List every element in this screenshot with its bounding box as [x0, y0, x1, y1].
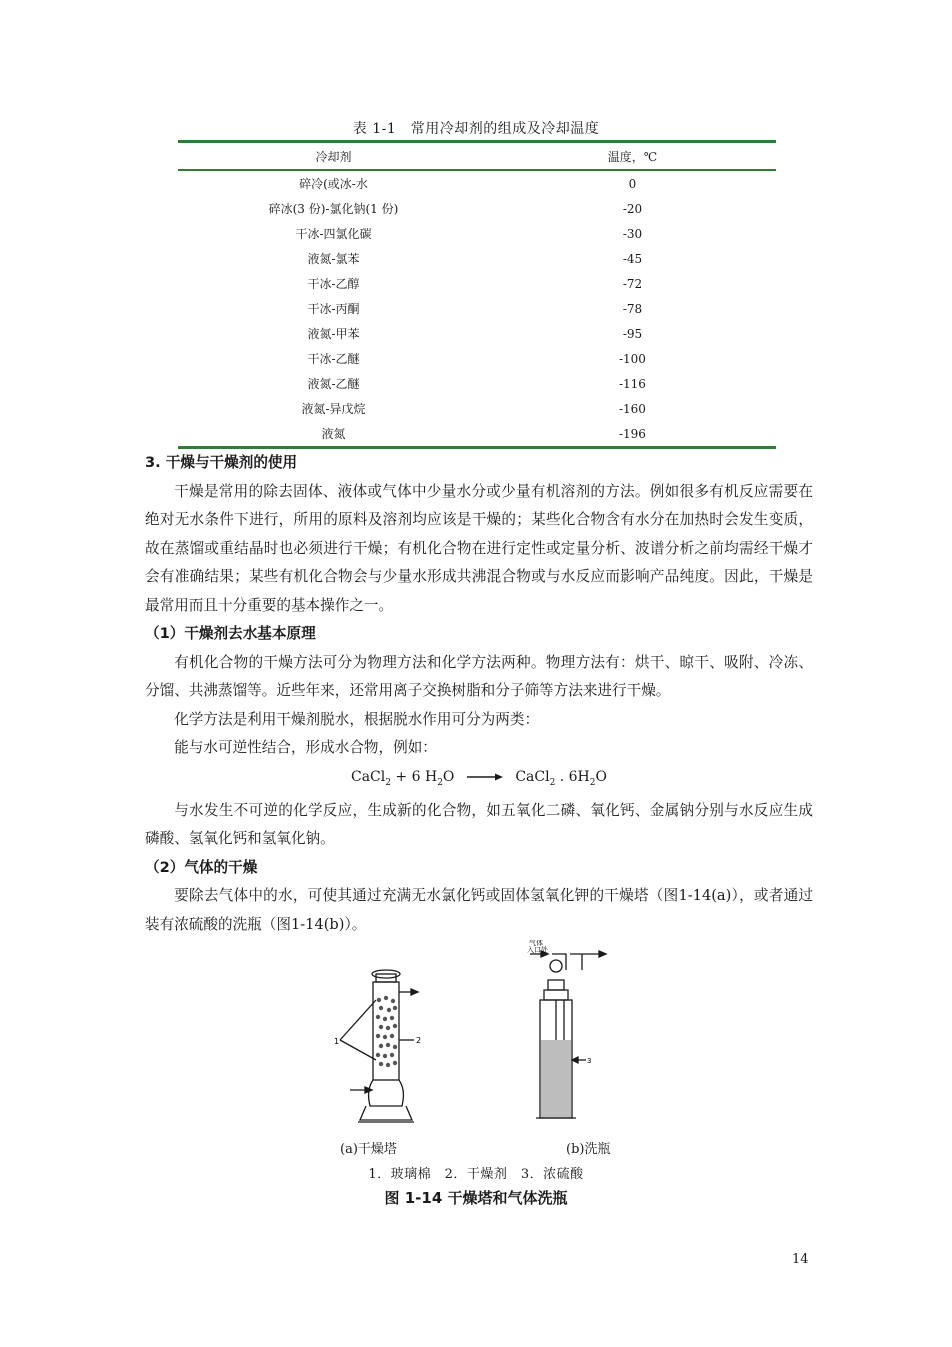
paragraph: 能与水可逆性结合，形成水合物，例如： [174, 739, 437, 756]
temperature-cell: -20 [622, 201, 643, 216]
table-header-row [178, 142, 776, 171]
table-row [178, 196, 776, 221]
callout-label: 1 [334, 1037, 340, 1046]
table-row [178, 271, 776, 296]
temperature-cell: -45 [622, 251, 643, 266]
temperature-cell: -78 [622, 301, 643, 316]
figure-legend: 1．玻璃棉 2．干燥剂 3．浓硫酸 [368, 1167, 584, 1182]
column-header-temperature: 温度，℃ [489, 142, 776, 171]
paragraph: 有机化合物的干燥方法可分为物理方法和化学方法两种。物理方法有：烘干、晾干、吸附、冷冻、分馏、共沸蒸馏等。近些年来，还常用离子交换树脂和分子筛等方法来进行干燥。 [145, 653, 813, 699]
coolant-cell: 液氮-乙醚 [307, 377, 360, 391]
paragraph: 与水发生不可逆的化学反应，生成新的化合物，如五氧化二磷、氧化钙、金属钠分别与水反应生成磷酸、氢氧化钙和氢氧化钠。 [145, 801, 813, 848]
sulfuric-acid-level [541, 1040, 571, 1117]
coolant-cell: 干冰-四氯化碳 [295, 227, 372, 241]
table-row [178, 371, 776, 396]
table-row [178, 321, 776, 346]
table-row [178, 396, 776, 421]
coolant-cell: 液氮 [178, 421, 489, 448]
coolant-cell: 干冰-丙酮 [307, 302, 360, 316]
table-caption: 表 1-1 常用冷却剂的组成及冷却温度 [352, 121, 600, 137]
chemical-equation [145, 763, 813, 797]
table-row [178, 296, 776, 321]
callout-label: 3 [587, 1057, 592, 1065]
coolant-cell: 液氮-氯苯 [307, 252, 360, 266]
coolant-cell: 干冰-乙醇 [307, 277, 360, 291]
table-row [178, 221, 776, 246]
equation-right: CaCl$_2$ . $6H_2O$ [515, 768, 607, 788]
paragraph: 要除去气体中的水，可使其通过充满无水氯化钙或固体氢氧化钾的干燥塔（图1-14(a)），或者通过装有浓硫酸的洗瓶（图1-14(b)）。 [145, 887, 813, 933]
temperature-cell: -196 [489, 421, 776, 448]
coolant-table [178, 140, 776, 449]
drying-apparatus-figure [330, 940, 630, 1140]
temperature-cell: -116 [618, 376, 646, 391]
column-header-coolant: 冷却剂 [178, 142, 489, 171]
temperature-cell: -30 [622, 226, 643, 241]
gas-inlet-label: 气体 [529, 940, 543, 947]
table-row [178, 170, 776, 196]
temperature-cell: -100 [618, 351, 646, 366]
section-heading: 3. 干燥与干燥剂的使用 [145, 454, 298, 471]
table-row [178, 346, 776, 371]
coolant-cell: 液氮-异戊烷 [301, 402, 366, 416]
paragraph: 化学方法是利用干燥剂脱水，根据脱水作用可分为两类： [174, 710, 540, 728]
temperature-cell: 0 [628, 176, 637, 191]
temperature-cell: -160 [618, 401, 646, 416]
gas-inlet-label: 入口处 [527, 946, 548, 954]
callout-label: 2 [416, 1036, 422, 1045]
subsection-heading: （1）干燥剂去水基本原理 [145, 625, 316, 642]
temperature-cell: -95 [622, 326, 643, 341]
figure-label-b: (b)洗瓶 [566, 1142, 611, 1157]
subsection-heading: （2）气体的干燥 [145, 858, 258, 876]
temperature-cell: -72 [622, 276, 643, 291]
figure-title: 图 1-14 干燥塔和气体洗瓶 [384, 1189, 568, 1207]
coolant-cell: 液氮-甲苯 [307, 327, 360, 341]
coolant-cell: 碎冷(或冰-水 [299, 177, 368, 191]
table-row [178, 421, 776, 448]
table-row [178, 246, 776, 271]
drying-agent-granules [376, 996, 397, 1067]
paragraph: 干燥是常用的除去固体、液体或气体中少量水分或少量有机溶剂的方法。例如很多有机反应需要在绝对无水条件下进行，所用的原料及溶剂均应该是干燥的；某些化合物含有水分在加热时会发生变质，故在蒸馏或重结晶时也必须进行干燥；有机化合物在进行定性或定量分析、波谱分析之前均需经干燥才会有准确结果；某些有机化合物会与少量水形成共沸混合物或与水反应而影响产品纯度。因此，干燥是最常用而且十分重要的基本操作之一。 [145, 482, 813, 614]
reaction-arrow-icon [467, 772, 503, 782]
equation-left: CaCl$_2$ + 6 $H_2O$ [351, 768, 455, 788]
coolant-cell: 干冰-乙醚 [307, 352, 360, 366]
coolant-cell: 碎冰(3 份)-氯化钠(1 份) [268, 202, 399, 216]
section-body [145, 449, 813, 939]
figure-label-a: (a)干燥塔 [340, 1142, 397, 1157]
page-number: 14 [792, 1252, 809, 1267]
